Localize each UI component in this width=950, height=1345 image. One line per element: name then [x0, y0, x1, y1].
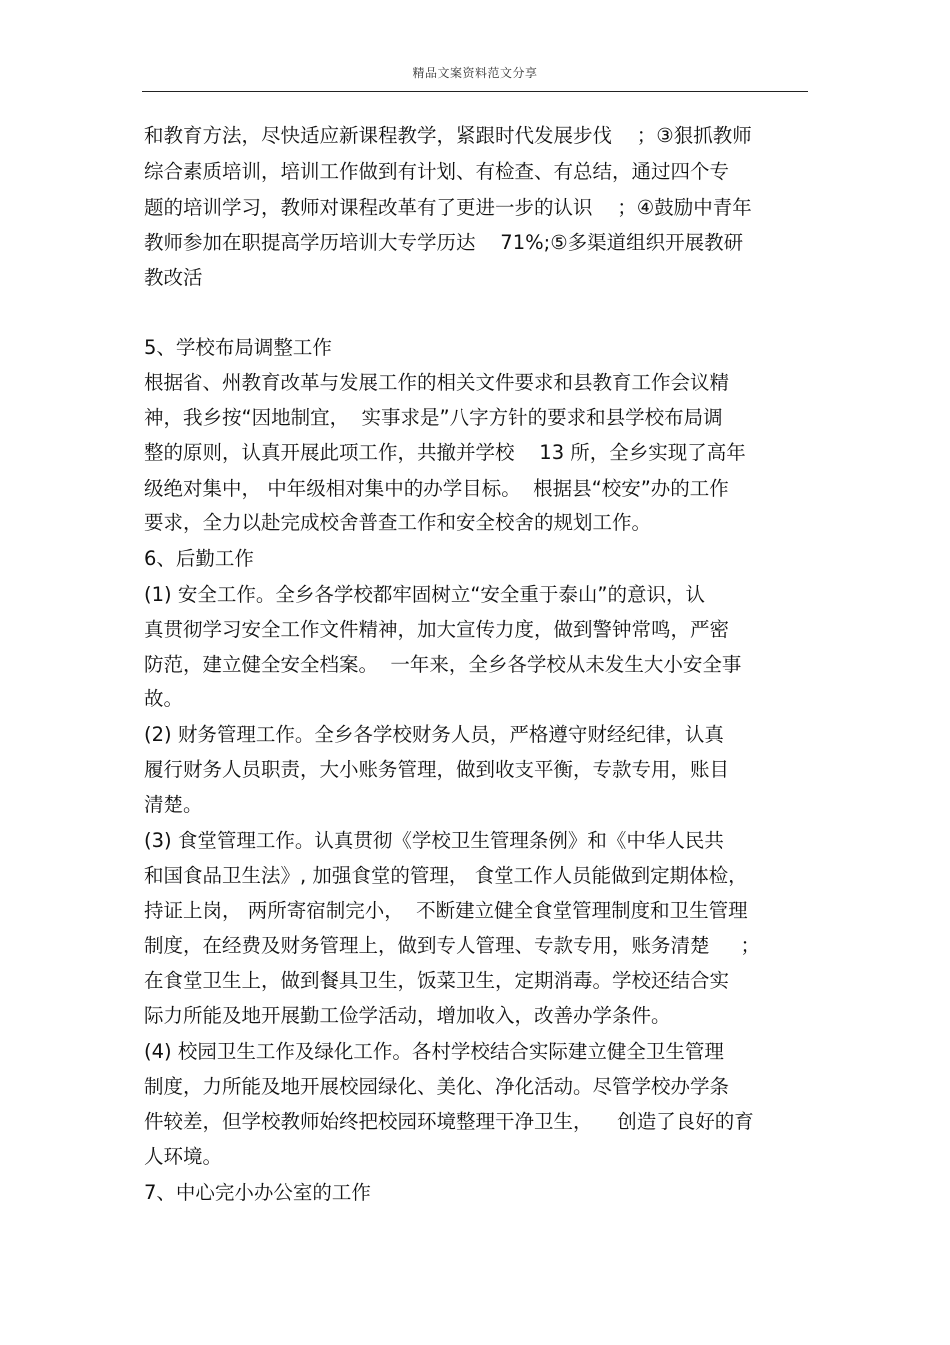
- body-line: 制度，力所能及地开展校园绿化、美化、净化活动。尽管学校办学条: [144, 1075, 730, 1098]
- body-line: 级绝对集中， 中年级相对集中的办学目标。 根据县“校安”办的工作: [144, 477, 729, 500]
- body-line: (4) 校园卫生工作及绿化工作。各村学校结合实际建立健全卫生管理: [144, 1040, 724, 1063]
- body-line: 清楚。: [144, 793, 203, 816]
- body-line: 和国食品卫生法》, 加强食堂的管理， 食堂工作人员能做到定期体检，: [144, 864, 748, 887]
- body-line: 件较差，但学校教师始终把校园环境整理干净卫生， 创造了良好的育: [144, 1110, 754, 1133]
- body-line: 在食堂卫生上，做到餐具卫生，饭菜卫生，定期消毒。学校还结合实: [144, 969, 730, 992]
- body-line: 神，我乡按“因地制宜， 实事求是”八字方针的要求和县学校布局调: [144, 406, 723, 429]
- body-line: (3) 食堂管理工作。认真贯彻《学校卫生管理条例》和《中华人民共: [144, 829, 724, 852]
- body-line: 制度，在经费及财务管理上，做到专人管理、专款专用，账务清楚 ；: [144, 934, 760, 957]
- body-line: 综合素质培训，培训工作做到有计划、有检查、有总结，通过四个专: [144, 160, 730, 183]
- section-heading: 7、中心完小办公室的工作: [144, 1181, 371, 1204]
- body-line: 题的培训学习，教师对课程改革有了更进一步的认识 ；④鼓励中青年: [144, 196, 752, 219]
- body-line: 际力所能及地开展勤工俭学活动，增加收入，改善办学条件。: [144, 1004, 671, 1027]
- body-line: (2) 财务管理工作。全乡各学校财务人员，严格遵守财经纪律，认真: [144, 723, 724, 746]
- body-line: 要求，全力以赴完成校舍普查工作和安全校舍的规划工作。: [144, 511, 652, 534]
- body-line: 教师参加在职提高学历培训大专学历达 71%;⑤多渠道组织开展教研: [144, 231, 744, 254]
- body-line: 人环境。: [144, 1145, 223, 1168]
- body-line: 真贯彻学习安全工作文件精神，加大宣传力度，做到警钟常鸣，严密: [144, 618, 730, 641]
- body-line: 履行财务人员职责，大小账务管理，做到收支平衡，专款专用，账目: [144, 758, 730, 781]
- page-header: 精品文案资料范文分享: [412, 66, 538, 80]
- section-heading: 6、后勤工作: [144, 547, 254, 570]
- body-line: 故。: [144, 687, 184, 710]
- body-line: (1) 安全工作。全乡各学校都牢固树立“安全重于泰山”的意识，认: [144, 583, 706, 606]
- body-line: 持证上岗， 两所寄宿制完小， 不断建立健全食堂管理制度和卫生管理: [144, 899, 748, 922]
- body-line: 防范，建立健全安全档案。 一年来，全乡各学校从未发生大小安全事: [144, 653, 742, 676]
- body-line: 整的原则，认真开展此项工作，共撤并学校 13 所，全乡实现了高年: [144, 441, 746, 464]
- body-line: 和教育方法，尽快适应新课程教学，紧跟时代发展步伐 ；③狠抓教师: [144, 124, 752, 147]
- header-divider: [142, 91, 808, 92]
- body-line: 根据省、州教育改革与发展工作的相关文件要求和县教育工作会议精: [144, 371, 730, 394]
- body-line: 教改活: [144, 266, 203, 289]
- section-heading: 5、学校布局调整工作: [144, 336, 332, 359]
